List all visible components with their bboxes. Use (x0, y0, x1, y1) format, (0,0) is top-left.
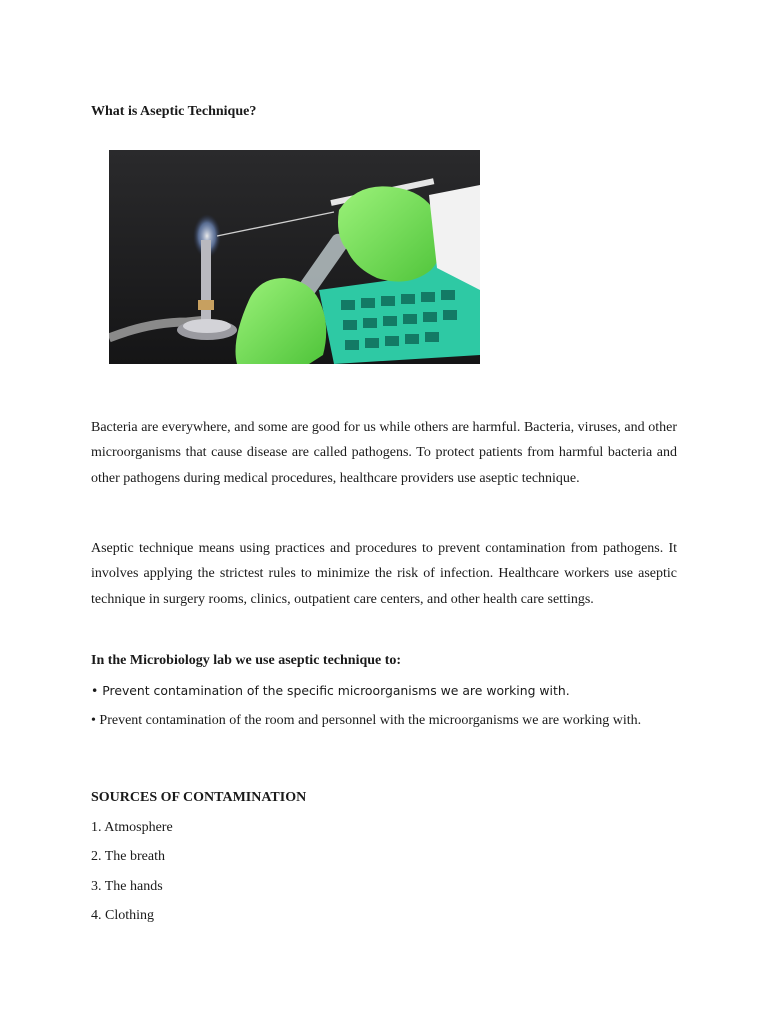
lab-section-heading: In the Microbiology lab we use aseptic technique to: (91, 653, 402, 668)
list-item: 4. Clothing (91, 908, 155, 923)
lab-photo (109, 150, 480, 364)
list-item: 2. The breath (91, 849, 165, 864)
list-item: 1. Atmosphere (91, 820, 173, 835)
document-title: What is Aseptic Technique? (91, 104, 257, 119)
bullet-item: • Prevent contamination of the room and personnel with the microorganisms we are working with. (91, 713, 642, 728)
list-item: 3. The hands (91, 879, 163, 894)
bullet-item: • Prevent contamination of the specific microorganisms we are working with. (91, 683, 570, 698)
definition-paragraph: Aseptic technique means using practices and procedures to prevent contamination from pathogens. It involves applying the strictest rules to minimize the risk of infection. Healthcare workers use aseptic technique in surgery rooms, clinics, outpatient care centers, and other health care settings. (91, 541, 677, 607)
intro-paragraph: Bacteria are everywhere, and some are good for us while others are harmful. Bacteria, viruses, and other microorganisms that cause disease are called pathogens. To protect patients from harmful bacteria and other pathogens during medical procedures, healthcare providers use aseptic technique. (91, 420, 677, 486)
sources-heading: SOURCES OF CONTAMINATION (91, 790, 307, 805)
